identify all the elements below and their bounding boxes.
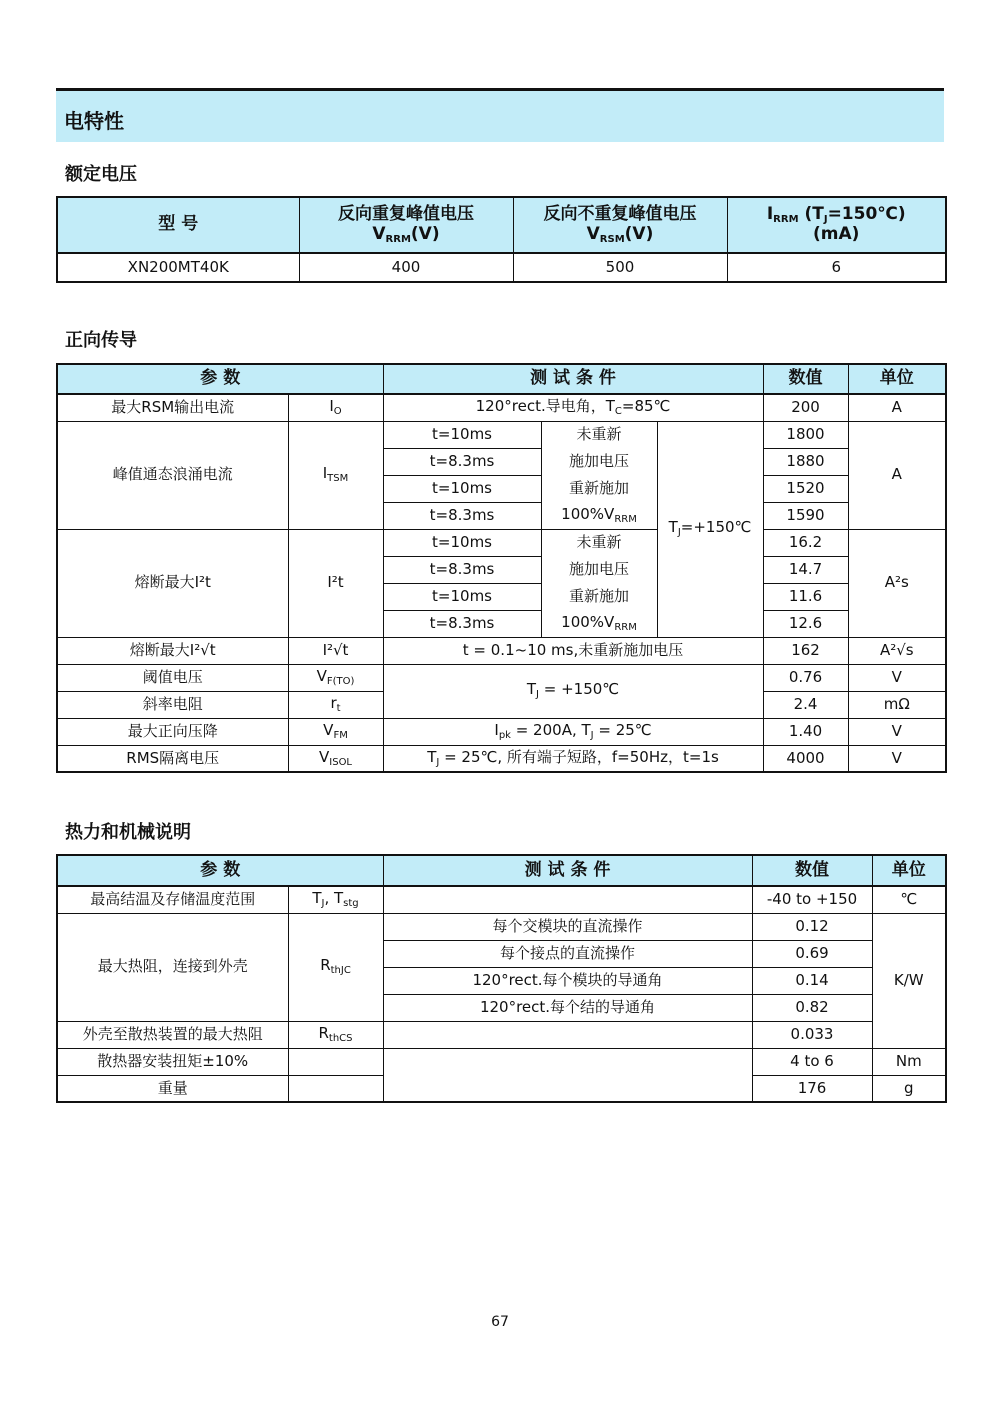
vrsm-cell: 500 — [513, 253, 727, 282]
table-row: 阈值电压 $V_{F(TO)}$ $T_J$ = +150℃ 0.76 V — [57, 664, 946, 691]
table-row: 最高结温及存储温度范围 $T_J$, $T_{stg}$ -40 to +150 ℃ — [57, 886, 946, 913]
param-header: 参 数 — [57, 855, 383, 886]
table-row: 最大RSM输出电流 $I_O$ 120°rect.导电角，$T_C=85℃$ 200 A — [57, 394, 946, 421]
irrm-cell: 6 — [727, 253, 946, 282]
table-header-row — [57, 855, 946, 886]
table-row: 熔断最大I²√t I²√t t = 0.1~10 ms,未重新施加电压 162 A²√s — [57, 637, 946, 664]
value-header: 数值 — [752, 855, 872, 886]
table-row: 最大热阻，连接到外壳 $R_{thJC}$ 每个交模块的直流操作 0.12 K/W — [57, 913, 946, 940]
table-row: 熔断最大I²t I²t t=10ms 未重新 16.2 A²s — [57, 529, 946, 556]
table-row: 120°rect.每个模块的导通角 0.14 — [57, 967, 946, 994]
value-header: 数值 — [763, 364, 848, 394]
forward-conduction-title: 正向传导 — [65, 330, 137, 351]
table-row: 散热器安装扭矩±10% 4 to 6 Nm — [57, 1048, 946, 1075]
table-header-row — [57, 364, 946, 394]
table-row: 最大正向压降 $V_{FM}$ $I_{pk} = 200A$, $T_J$ = 25℃ 1.40 V — [57, 718, 946, 745]
condition-header: 测 试 条 件 — [383, 364, 763, 394]
table-row — [57, 253, 946, 282]
unit-header: 单位 — [848, 364, 946, 394]
section-title: 电特性 — [64, 109, 124, 133]
vrrm-header: 反向重复峰值电压 VRRM(V) — [299, 197, 513, 253]
table-row: t=8.3ms 施加电压 1880 — [57, 448, 946, 475]
rated-voltage-title: 额定电压 — [65, 164, 137, 185]
model-cell: XN200MT40K — [57, 253, 299, 282]
vrsm-header: 反向不重复峰值电压 VRSM(V) — [513, 197, 727, 253]
rated-voltage-table — [56, 196, 947, 283]
section-header — [56, 88, 944, 142]
table-row: 重量 176 g — [57, 1075, 946, 1102]
vrrm-cell: 400 — [299, 253, 513, 282]
thermal-mechanical-title: 热力和机械说明 — [65, 822, 191, 843]
table-row: t=10ms 重新施加 11.6 — [57, 583, 946, 610]
condition-header: 测 试 条 件 — [383, 855, 752, 886]
irrm-header: IRRM (TJ=150℃) (mA) — [727, 197, 946, 253]
thermal-mechanical-table — [56, 854, 947, 1103]
tj-shared-cell: $T_J=+150℃$ — [657, 421, 763, 637]
unit-header: 单位 — [872, 855, 946, 886]
page-number: 67 — [491, 1314, 509, 1330]
model-header: 型 号 — [57, 197, 299, 253]
param-header: 参 数 — [57, 364, 383, 394]
table-header-row — [57, 197, 946, 253]
table-row: 外壳至散热装置的最大热阻 $R_{thCS}$ 0.033 — [57, 1021, 946, 1048]
table-row: RMS隔离电压 $V_{ISOL}$ $T_J$ = 25℃, 所有端子短路，f=50Hz，t=1s 4000 V — [57, 745, 946, 772]
table-row: 峰值通态浪涌电流 $I_{TSM}$ t=10ms 未重新 $T_J=+150℃$ 1800 A — [57, 421, 946, 448]
table-row: t=8.3ms $100\%V_{RRM}$ 1590 — [57, 502, 946, 529]
table-row: 120°rect.每个结的导通角 0.82 — [57, 994, 946, 1021]
table-row: 斜率电阻 $r_t$ 2.4 mΩ — [57, 691, 946, 718]
table-row: t=8.3ms 施加电压 14.7 — [57, 556, 946, 583]
table-row: t=8.3ms $100\%V_{RRM}$ 12.6 — [57, 610, 946, 637]
table-row: t=10ms 重新施加 1520 — [57, 475, 946, 502]
forward-conduction-table — [56, 363, 947, 773]
table-row: 每个接点的直流操作 0.69 — [57, 940, 946, 967]
